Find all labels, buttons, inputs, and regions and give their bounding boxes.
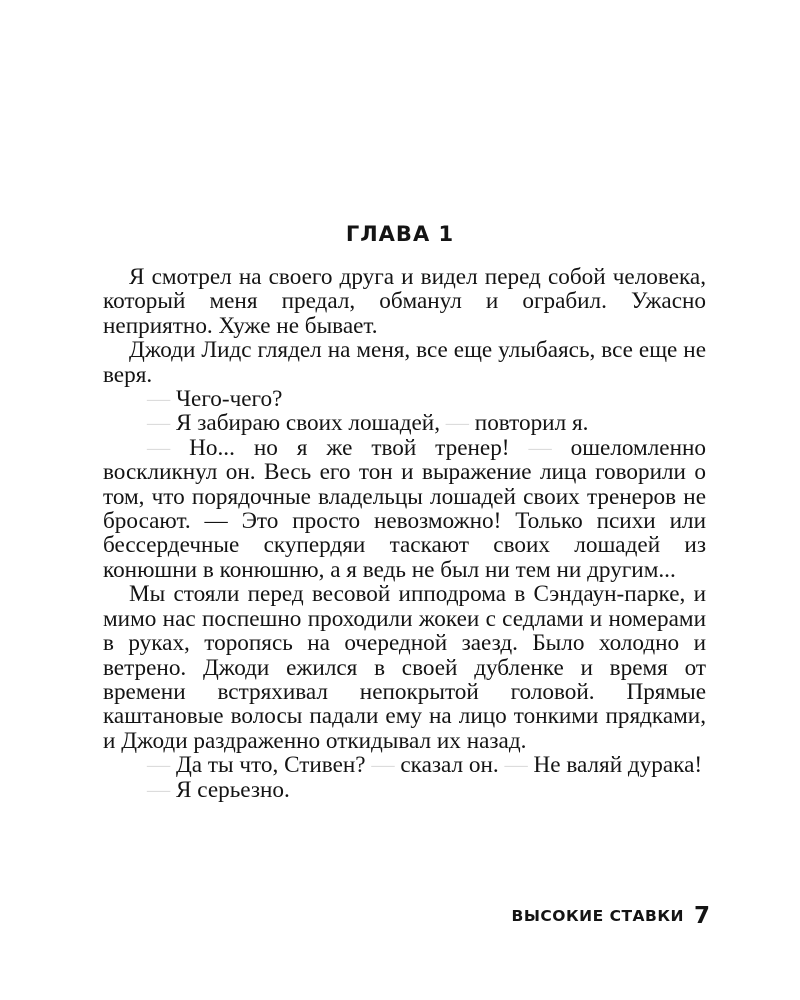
chapter-title: ГЛАВА 1 — [345, 222, 455, 246]
paragraph-text: Я серьезно. — [175, 776, 290, 803]
paragraph-text: Но... но я же твой тренер! — [189, 434, 529, 461]
paragraph-text: повторил я. — [474, 410, 589, 437]
paragraph-text: Не валяй дурака! — [533, 752, 703, 779]
paragraph-text: ошеломленно воскликнул он. Весь его тон и выражение лица говорили о том, что порядочные владельцы лошадей своих тренеров не бросают. — Это просто невозможно! Только психи или бессердечные скупердяи таскают своих лошадей из конюшни в конюшню, а я ведь не был ни тем ни другим... — [103, 434, 707, 583]
dialog-paragraph — [103, 778, 706, 802]
page-footer — [420, 903, 710, 929]
dialog-paragraph — [103, 411, 706, 435]
paragraph-text: Чего-чего? — [175, 386, 283, 413]
paragraph-text: Джоди Лидс глядел на меня, все еще улыбаясь, все еще не веря. — [103, 337, 706, 388]
paragraph — [103, 338, 706, 387]
paragraph-text: Я смотрел на своего друга и видел перед собой человека, который меня предал, обманул и ограбил. Ужасно неприятно. Хуже не бывает. — [103, 264, 706, 339]
paragraph-text: Да ты что, Стивен? — [175, 752, 372, 779]
dialog-dash: — — [147, 410, 176, 437]
dialog-dash: — — [147, 752, 176, 779]
dialog-dash: — — [147, 776, 176, 803]
paragraph-text: сказал он. — [400, 752, 505, 779]
dialog-dash: — — [147, 434, 190, 461]
dialog-dash: — — [147, 386, 176, 413]
dialog-paragraph — [103, 436, 706, 582]
dialog-dash: — — [371, 752, 401, 779]
dialog-paragraph — [103, 387, 706, 411]
running-title: ВЫСОКИЕ СТАВКИ — [511, 907, 684, 925]
paragraph-text: Я забираю своих лошадей, — [175, 410, 446, 437]
page-number: 7 — [693, 903, 710, 929]
chapter-body — [103, 265, 706, 802]
dialog-dash: — — [445, 410, 475, 437]
dialog-dash: — — [528, 434, 571, 461]
paragraph — [103, 582, 706, 753]
dialog-dash: — — [504, 752, 534, 779]
paragraph — [103, 265, 706, 338]
dialog-paragraph — [103, 753, 706, 777]
paragraph-text: Мы стояли перед весовой ипподрома в Сэндаун-парке, и мимо нас поспешно проходили жокеи с седлами и номерами в руках, торопясь на очередной заезд. Было холодно и ветрено. Джоди ежился в своей дубленке и время от времени встряхивал непокрытой головой. Прямые каштановые волосы падали ему на лицо тонкими прядками, и Джоди раздраженно откидывал их назад. — [103, 581, 706, 754]
